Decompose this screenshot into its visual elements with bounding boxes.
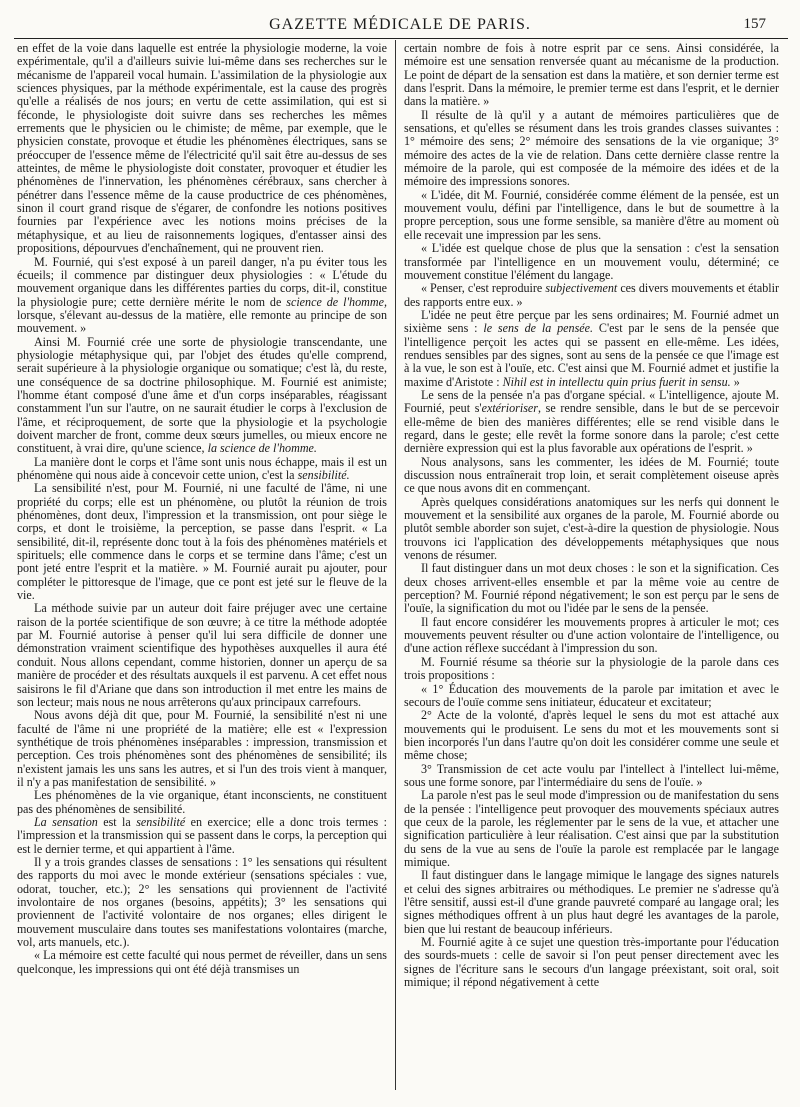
paragraph: M. Fournié agite à ce sujet une question très-importante pour l'éducation des sourds-muets : celle de savoir si l'on peut penser directement avec les signes de l'écriture sans le secours d'un langage préexistant, soit oral, soit mimique; il répond négativement à cette [404, 935, 779, 990]
paragraph: Il résulte de là qu'il y a autant de mémoires particulières que de sensations, et qu'elles se résument dans les trois grandes classes suivantes : 1° mémoire des sens; 2° mémoire des sensations de la vie organique; 3° mémoire des actes de la vie de relation. Dans cette dernière classe rentre la mémoire de la parole, qui est composée de la mémoire des idées et de la mémoire des impressions sonores. [404, 107, 779, 189]
paragraph: La méthode suivie par un auteur doit faire préjuger avec une certaine raison de la portée scientifique de son œuvre; à ce titre la méthode adoptée par M. Fournié autorise à penser qu'il lui sera difficile de donner une démonstration vraiment scientifique des hypothèses auxquelles il aura été conduit. Nous allons cependant, comme historien, donner un aperçu de sa manière de procéder et des résultats auxquels il est parvenu. A cet effet nous saisirons le fil d'Ariane que dans son introduction il met entre les mains de son lecteur; mais nous ne nous arrêterons qu'aux principaux carrefours. [17, 601, 387, 709]
paragraph: « Penser, c'est reproduire subjectivement ces divers mouvements et établir des rapports entre eux. » [404, 281, 779, 309]
paragraph: Les phénomènes de la vie organique, étant inconscients, ne constituent pas des phénomènes de sensibilité. [17, 788, 387, 816]
paragraph: L'idée ne peut être perçue par les sens ordinaires; M. Fournié admet un sixième sens : le sens de la pensée. C'est par le sens de la pensée que l'intelligence perçoit les actes qui se passent en elle-même. Les idées, rendues sensibles par des signes, sont au sens de la pensée ce que l'image est à la vue, le son est à l'ouïe, etc. C'est ainsi que M. Fournié admet et justifie la maxime d'Aristote : Nihil est in intellectu quin prius fuerit in sensu. » [404, 307, 779, 389]
left-column [17, 42, 387, 1104]
paragraph: Le sens de la pensée n'a pas d'organe spécial. « L'intelligence, ajoute M. Fournié, peut s'extérioriser, se rendre sensible, dans le but de se percevoir elle-même de bien des manières différentes; elle se rend visible dans le regard, dans le geste; elle revêt la forme sonore dans la parole; c'est cette dernière expression qui est la plus favorable aux opérations de l'esprit. » [404, 387, 779, 456]
header-rule [14, 38, 788, 39]
paragraph: La sensibilité n'est, pour M. Fournié, ni une faculté de l'âme, ni une propriété du corps; elle est un phénomène, ou plutôt la réunion de trois phénomènes, dont deux, l'impression et la transmission, ont pour siège le corps, et dont le troisième, la perception, se passe dans l'esprit. « La sensibilité, dit-il, représente donc tout à la fois des phénomènes matériels et spirituels; elle commence dans le corps et se termine dans l'âme; c'est un pont jeté entre l'esprit et la matière. » M. Fournié aurait pu ajouter, pour compléter le pittoresque de l'image, que ce pont est jeté sur le fleuve de la vie. [17, 481, 387, 603]
paragraph: en effet de la voie dans laquelle est entrée la physiologie moderne, la voie expérimentale, qu'il a d'ailleurs suivie lui-même dans ses recherches sur le mécanisme de l'appareil vocal humain. L'assimilation de la physiologie aux sciences physiques, par la méthode expérimentale, est la cause des progrès qu'elle a réalisés de nos jours; en vertu de cette assimilation, qui est si féconde, le physiologiste doit suivre dans ses recherches les mêmes errements que le physicien ou le chimiste; de même, par exemple, que le physicien constate, provoque et étudie les phénomènes électriques, sans se préoccuper de l'essence même de l'électricité qu'il sait être au-dessus de ses atteintes, de même le physiologiste doit constater, provoquer et étudier les phénomènes de l'innervation, les phénomènes cérébraux, sans chercher à pénétrer dans l'essence même de la cause productrice de ces phénomènes, sinon il court grand risque de s'égarer, de confondre les notions positives fournies par l'expérience avec les notions moins précises de la métaphysique, et au lieu de raisonnements logiques, d'entasser ainsi des propositions, dépourvues d'enchaînement, qui ne prouvent rien. [17, 42, 387, 256]
paragraph: « L'idée est quelque chose de plus que la sensation : c'est la sensation transformée par l'intelligence en un mouvement voulu, déterminé; ce mouvement constitue l'élément du langage. [404, 241, 779, 282]
paragraph: Il faut distinguer dans un mot deux choses : le son et la signification. Ces deux choses arrivent-elles ensemble et par la même voie au centre de perception? M. Fournié répond négativement; le son est perçu par le sens de l'ouïe, la signification du mot ou l'idée par le sens de la pensée. [404, 561, 779, 616]
column-rule [395, 40, 396, 1090]
right-column [404, 42, 779, 1104]
paragraph: « 1° Éducation des mouvements de la parole par imitation et avec le secours de l'ouïe comme sens initiateur, éducateur et excitateur; [404, 681, 779, 709]
paragraph: Il faut encore considérer les mouvements propres à articuler le mot; ces mouvements peuvent résulter ou d'une action volontaire de l'intelligence, ou d'une action réflexe succédant à l'impression du son. [404, 614, 779, 656]
journal-title: GAZETTE MÉDICALE DE PARIS. [269, 16, 531, 33]
page-number: 157 [743, 16, 766, 32]
paragraph: La manière dont le corps et l'âme sont unis nous échappe, mais il est un phénomène qui nous aide à concevoir cette union, c'est la sensibilité. [17, 454, 387, 482]
paragraph: Nous analysons, sans les commenter, les idées de M. Fournié; toute discussion nous entraînerait trop loin, et serait complètement oiseuse après ce que nous avons dit en commençant. [404, 454, 779, 496]
paragraph: Il faut distinguer dans le langage mimique le langage des signes naturels et celui des signes arbitraires ou méthodiques. Le premier ne s'adresse qu'à l'être sensitif, aussi est-il d'une grande pauvreté comparé au langage oral; les signes méthodiques offrent à un plus haut degré les avantages de la parole, bien que lui restant de beaucoup inférieurs. [404, 868, 779, 936]
paragraph: Nous avons déjà dit que, pour M. Fournié, la sensibilité n'est ni une faculté de l'âme ni une propriété de la matière; elle est « l'expression synthétique de trois phénomènes inséparables : impression, transmission et perception. Ces trois phénomènes sont des phénomènes de sensibilité; ils n'existent jamais les uns sans les autres, et si l'un des trois vient à manquer, il n'y a pas manifestation de sensibilité. » [17, 708, 387, 789]
paragraph: Après quelques considérations anatomiques sur les nerfs qui donnent le mouvement et la sensibilité aux organes de la parole, M. Fournié aborde ou plutôt semble aborder son sujet, c'est-à-dire la question de physiologie. Nous trouvons ici l'application des développements métaphysiques que nous venons de résumer. [404, 494, 779, 563]
paragraph: Il y a trois grandes classes de sensations : 1° les sensations qui résultent des rapports du moi avec le monde extérieur (sensations spéciales : vue, odorat, toucher, etc.); 2° les sensations qui proviennent de l'activité involontaire de nos organes (besoins, appétits); 3° les sensations qui proviennent de l'activité volontaire de nos organes; elles dirigent le mouvement musculaire dans toutes ses manifestations volontaires (marche, vol, arts manuels, etc.). [17, 854, 387, 950]
paragraph: Ainsi M. Fournié crée une sorte de physiologie transcendante, une physiologie métaphysique qui, par l'objet des études qu'elle comprend, serait supérieure à la physiologie organique ou somatique; c'est là, du reste, une conséquence de sa doctrine philosophique. M. Fournié est animiste; l'homme étant composé d'une âme et d'un corps inséparables, réagissant constamment l'un sur l'autre, on ne saurait étudier le corps à l'exclusion de l'âme, et réciproquement, de sorte que la physiologie et la psychologie doivent marcher de front, comme deux sœurs jumelles, ou mieux encore ne constituent, à vrai dire, qu'une science, la science de l'homme. [17, 334, 387, 456]
page-header [0, 0, 800, 40]
paragraph: « La mémoire est cette faculté qui nous permet de réveiller, dans un sens quelconque, les impressions qui ont été déjà transmises un [17, 948, 387, 976]
paragraph: 2° Acte de la volonté, d'après lequel le sens du mot est attaché aux mouvements qui le produisent. Le sens du mot et les mouvements sont si bien incorporés l'un dans l'autre qu'on doit les considérer comme une seule et même chose; [404, 708, 779, 763]
paragraph: certain nombre de fois à notre esprit par ce sens. Ainsi considérée, la mémoire est une sensation renversée quant au mécanisme de la production. Le point de départ de la sensation est dans la matière, et son dernier terme est dans l'esprit. Dans la mémoire, le premier terme est dans l'esprit, et le dernier dans la matière. » [404, 42, 779, 109]
paragraph: La parole n'est pas le seul mode d'impression ou de manifestation du sens de la pensée : l'intelligence peut provoquer des mouvements spéciaux autres que ceux de la parole, les réglementer par le sens de la vue, et attacher une signification particulière à leur réalisation. C'est ainsi que par la substitution du sens de la vue au sens de l'ouïe la parole est remplacée par le langage mimique. [404, 788, 779, 869]
paragraph: M. Fournié résume sa théorie sur la physiologie de la parole dans ces trois propositions : [404, 654, 779, 683]
paragraph: La sensation est la sensibilité en exercice; elle a donc trois termes : l'impression et la transmission qui se passent dans le corps, la perception qui est le dernier terme, et qui appartient à l'âme. [17, 814, 387, 856]
paragraph: « L'idée, dit M. Fournié, considérée comme élément de la pensée, est un mouvement voulu, défini par l'intelligence, dans le but de soumettre à la propre perception, sous une forme sensible, sa manière d'être au moment où elle recevait une impression par les sens. [404, 187, 779, 242]
paragraph: M. Fournié, qui s'est exposé à un pareil danger, n'a pu éviter tous les écueils; il commence par distinguer deux physiologies : « L'étude du mouvement organique dans les différentes parties du corps, dit-il, constitue la physiologie pure; cette dernière mérite le nom de science de l'homme, lorsque, s'élevant au-dessus de la matière, elle remonte au principe de son mouvement. » [17, 254, 387, 336]
paragraph: 3° Transmission de cet acte voulu par l'intellect à l'intellect lui-même, sous une forme sonore, par l'intermédiaire du sens de l'ouïe. » [404, 761, 779, 789]
